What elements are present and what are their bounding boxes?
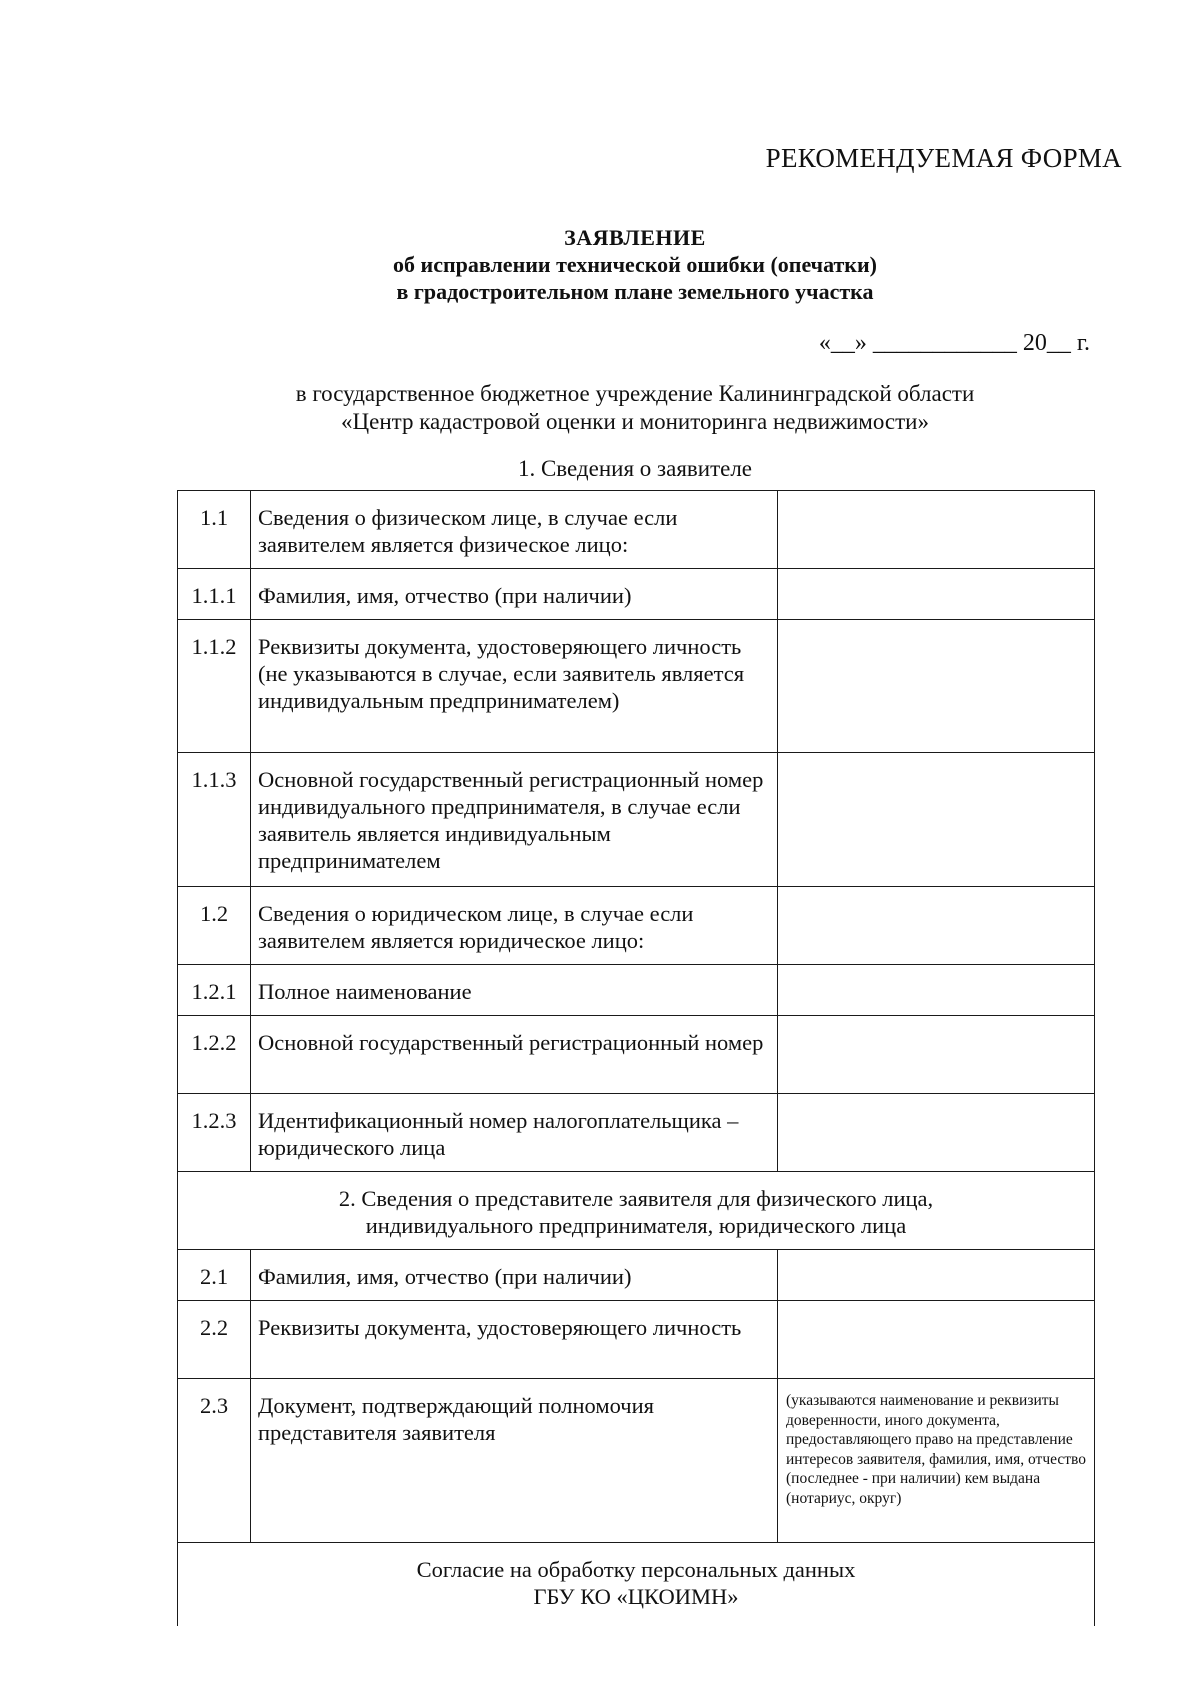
row-value-field[interactable] [778, 887, 1095, 965]
row-label: Реквизиты документа, удостоверяющего личность (не указываются в случае, если заявитель является индивидуальным предпринимателем) [251, 620, 778, 753]
table-row [178, 1016, 1095, 1094]
row-label: Документ, подтверждающий полномочия представителя заявителя [251, 1379, 778, 1543]
section2-title [178, 1172, 1095, 1250]
row-number: 2.2 [178, 1301, 251, 1379]
row-value-field[interactable] [778, 620, 1095, 753]
row-value-field[interactable] [778, 965, 1095, 1016]
consent-row [178, 1543, 1095, 1627]
consent-line2: ГБУ КО «ЦКОИМН» [533, 1584, 739, 1609]
row-value-field[interactable] [778, 1094, 1095, 1172]
consent-line1: Согласие на обработку персональных данных [416, 1557, 856, 1582]
row-label: Сведения о юридическом лице, в случае если заявителем является юридическое лицо: [251, 887, 778, 965]
section2-header-row [178, 1172, 1095, 1250]
row-number: 1.2.2 [178, 1016, 251, 1094]
title-subject-line2: в градостроительном плане земельного участка [396, 279, 874, 304]
row-label: Основной государственный регистрационный номер [251, 1016, 778, 1094]
row-label: Сведения о физическом лице, в случае если заявителем является физическое лицо: [251, 491, 778, 569]
row-label: Идентификационный номер налогоплательщика – юридического лица [251, 1094, 778, 1172]
row-label: Основной государственный регистрационный номер индивидуального предпринимателя, в случае если заявитель является индивидуальным предпринимателем [251, 753, 778, 887]
row-label: Фамилия, имя, отчество (при наличии) [251, 569, 778, 620]
date-line: «__» ____________ 20__ г. [818, 330, 1090, 356]
addressee-line2: «Центр кадастровой оценки и мониторинга недвижимости» [341, 409, 929, 434]
table-row [178, 1094, 1095, 1172]
row-number: 1.2.3 [178, 1094, 251, 1172]
row-value-field[interactable] [778, 491, 1095, 569]
section2-title-line2: индивидуального предпринимателя, юридического лица [365, 1213, 907, 1238]
table-row [178, 569, 1095, 620]
row-value-field[interactable] [778, 1016, 1095, 1094]
row-label: Реквизиты документа, удостоверяющего личность [251, 1301, 778, 1379]
applicant-form-table [177, 490, 1095, 1626]
row-number: 2.3 [178, 1379, 251, 1543]
row-number: 1.1.3 [178, 753, 251, 887]
row-value-field[interactable] [778, 1301, 1095, 1379]
row-number: 1.2.1 [178, 965, 251, 1016]
title-subject-line1: об исправлении технической ошибки (опечатки) [393, 252, 877, 277]
row-value-field[interactable] [778, 569, 1095, 620]
row-label: Полное наименование [251, 965, 778, 1016]
row-label: Фамилия, имя, отчество (при наличии) [251, 1250, 778, 1301]
row-number: 1.1.1 [178, 569, 251, 620]
title-main: ЗАЯВЛЕНИЕ [564, 225, 706, 250]
row-number: 1.2 [178, 887, 251, 965]
table-row [178, 753, 1095, 887]
table-row [178, 1250, 1095, 1301]
row-value-field[interactable] [778, 1250, 1095, 1301]
table-row [178, 965, 1095, 1016]
row-number: 2.1 [178, 1250, 251, 1301]
document-title [0, 224, 1200, 305]
table-row [178, 1379, 1095, 1543]
form-label: РЕКОМЕНДУЕМАЯ ФОРМА [765, 143, 1122, 173]
section1-title: 1. Сведения о заявителе [517, 456, 753, 481]
addressee-line1: в государственное бюджетное учреждение Калининградской области [295, 381, 975, 406]
table-row [178, 620, 1095, 753]
addressee [0, 380, 1200, 436]
table-row [178, 887, 1095, 965]
row-value-field[interactable] [778, 753, 1095, 887]
table-row [178, 491, 1095, 569]
section2-title-line1: 2. Сведения о представителе заявителя для физического лица, [338, 1186, 934, 1211]
consent-title [178, 1543, 1095, 1627]
row-number: 1.1 [178, 491, 251, 569]
table-row [178, 1301, 1095, 1379]
row-value-note[interactable]: (указываются наименование и реквизиты доверенности, иного документа, предоставляющего право на представление интересов заявителя, фамилия, имя, отчество (последнее - при наличии) кем выдана (нотариус, округ) [778, 1379, 1095, 1543]
row-number: 1.1.2 [178, 620, 251, 753]
